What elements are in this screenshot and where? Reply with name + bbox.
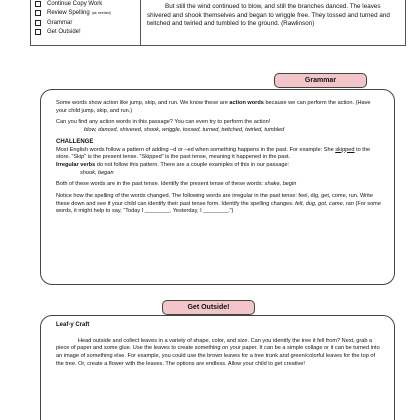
todo-item[interactable] <box>35 18 140 28</box>
text: Most English words follow a pattern of adding –d or –ed when something happens in the past. For example: She <box>56 146 336 153</box>
checkbox[interactable] <box>35 1 41 7</box>
challenge-paragraph <box>56 147 382 178</box>
text: Notice how the spelling of the words changed. The following words are irregular in the past tense: feel, dig, get, come, run. Write these down and see if your child can identify their past tense form. Identify the spelling changes. <box>56 193 373 207</box>
todo-item[interactable] <box>35 28 140 38</box>
todo-label: Continue Copy Work <box>47 0 103 7</box>
todo-label: Get Outside! <box>47 29 81 36</box>
text: Both of these words are in the past tense. Identify the present tense of these words: <box>56 181 265 188</box>
todo-label: Grammar <box>47 19 73 26</box>
todo-list <box>31 0 141 45</box>
lesson-table <box>30 0 406 46</box>
checkbox[interactable] <box>35 10 41 16</box>
text: to the store. “Skip” is the present tense. “Skipped” is the past tense, meaning it happened in the past. <box>56 146 371 161</box>
grammar-paragraph <box>56 119 382 134</box>
text: Some words show action like jump, skip, and run. We know these are <box>56 100 230 106</box>
text: (For some words, it might help to say, “Today I ________. Yesterday, I ________.”) <box>56 200 381 215</box>
answer-text: felt, dug, got, came, ran <box>295 200 354 207</box>
get-outside-tab: Get Outside! <box>162 300 255 315</box>
grammar-content <box>56 100 382 220</box>
challenge-heading: CHALLENGE <box>56 138 94 145</box>
grammar-tab: Grammar <box>274 73 367 88</box>
bold-term: action words <box>229 100 264 106</box>
passage-text: But still the wind continued to blow, and still the branches danced. The leaves shivered and shook themselves and began to wriggle free. They tossed and turned and twitched and twirled and tumbled to the ground. (Rawlinson) <box>147 3 390 28</box>
grammar-paragraph <box>56 181 382 189</box>
bold-term: Irregular verbs <box>56 161 96 168</box>
underlined-word: skipped <box>335 146 355 153</box>
text: because we can perform the action. (Have your child jump, skip, and run.) <box>56 100 371 114</box>
passage-cell <box>141 0 405 45</box>
get-outside-content <box>56 322 382 373</box>
grammar-paragraph <box>56 100 382 115</box>
checkbox[interactable] <box>35 29 41 35</box>
todo-note: (as needed) <box>91 11 111 16</box>
craft-title: Leaf-y Craft <box>56 322 90 328</box>
text: Can you find any action words in this passage? You can even try to perform the action! <box>56 119 271 126</box>
answer-text: blow, danced, shivered, shook, wriggle, tossed, turned, twitched, twirled, tumbled <box>84 127 285 134</box>
craft-text: Head outside and collect leaves in a variety of shape, color, and size. Can you identify the tree it fell from? Next, grab a piece of paper and some glue. Use the leaves to create something on your paper. It can be a simple collage or it can be turned into an image of something else. For example, you could use the brown leaves for a tree trunk and green/colorful leaves for the top of the tree. Or, create a flower with the leaves. The options are endless. Allow your child to get creative! <box>56 337 380 367</box>
text: do not follow this pattern. There are a couple examples of this in our passage: <box>95 161 290 168</box>
answer-text: shake, begin <box>264 181 297 188</box>
todo-label: Review Spelling <box>47 10 90 17</box>
todo-item[interactable] <box>35 0 140 9</box>
todo-item[interactable] <box>35 9 140 19</box>
answer-text: shook, began <box>80 169 114 176</box>
grammar-paragraph <box>56 193 382 216</box>
checkbox[interactable] <box>35 20 41 26</box>
